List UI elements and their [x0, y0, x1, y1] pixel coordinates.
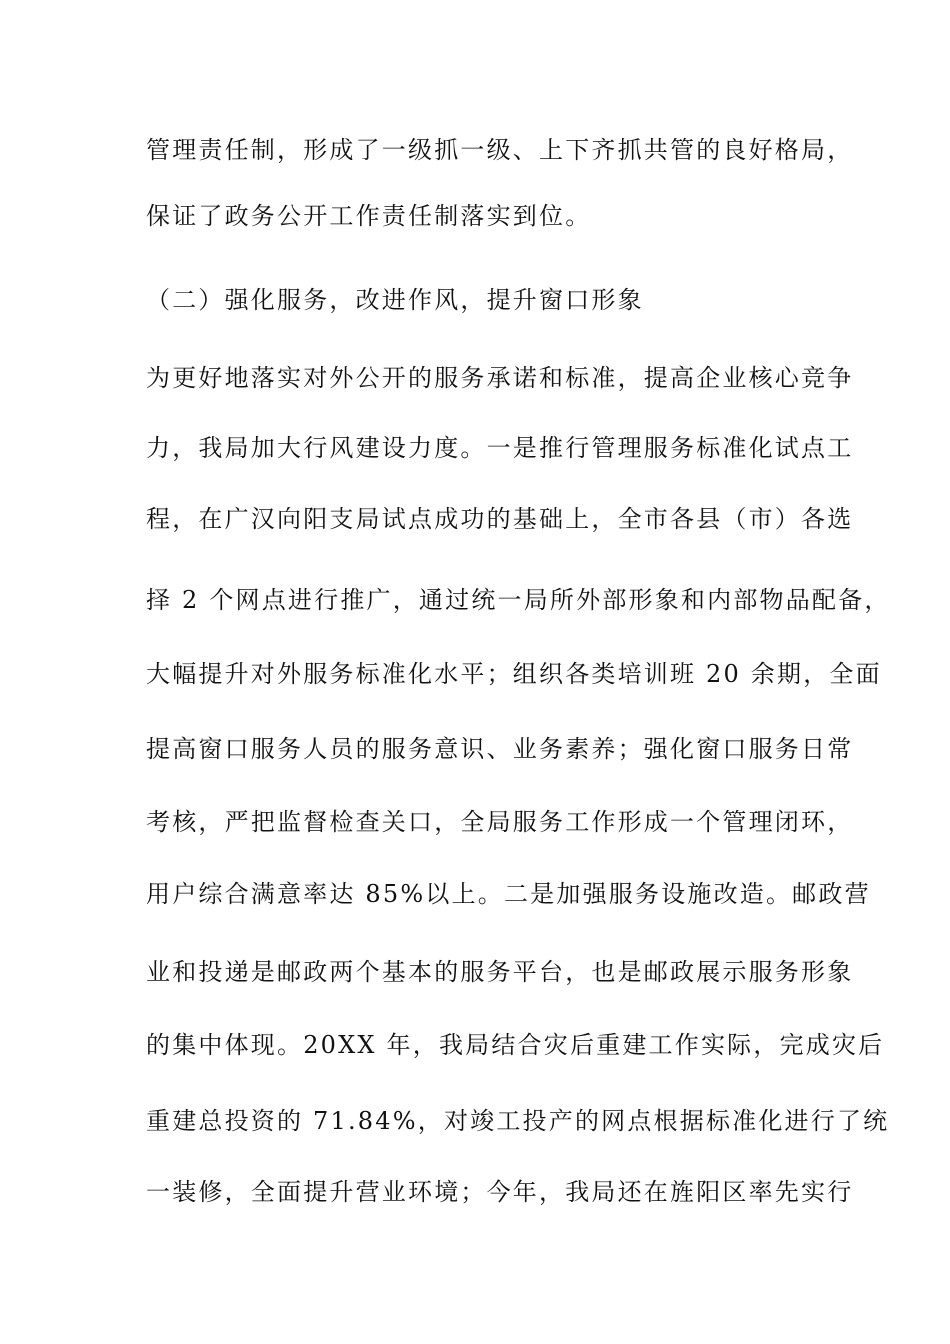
text-line-6: 程，在广汉向阳支局试点成功的基础上，全市各县（市）各选	[146, 505, 854, 533]
section-heading: （二）强化服务，改进作风，提升窗口形象	[146, 286, 644, 314]
text-line-4: 为更好地落实对外公开的服务承诺和标准，提高企业核心竞争	[146, 364, 854, 392]
text-line-12: 业和投递是邮政两个基本的服务平台，也是邮政展示服务形象	[146, 958, 854, 986]
text-line-13: 的集中体现。20XX 年，我局结合灾后重建工作实际，完成灾后	[146, 1031, 885, 1059]
text-line-15: 一装修，全面提升营业环境；今年，我局还在旌阳区率先实行	[146, 1178, 854, 1206]
text-line-11: 用户综合满意率达 85%以上。二是加强服务设施改造。邮政营	[146, 880, 871, 908]
text-line-8: 大幅提升对外服务标准化水平；组织各类培训班 20 余期，全面	[146, 660, 882, 688]
text-line-14: 重建总投资的 71.84%，对竣工投产的网点根据标准化进行了统	[146, 1107, 890, 1135]
text-line-7: 择 2 个网点进行推广，通过统一局所外部形象和内部物品配备，	[146, 586, 891, 614]
text-line-9: 提高窗口服务人员的服务意识、业务素养；强化窗口服务日常	[146, 735, 854, 763]
text-line-2: 保证了政务公开工作责任制落实到位。	[146, 202, 592, 230]
text-line-5: 力，我局加大行风建设力度。一是推行管理服务标准化试点工	[146, 434, 854, 462]
text-line-1: 管理责任制，形成了一级抓一级、上下齐抓共管的良好格局，	[146, 136, 854, 164]
text-line-10: 考核，严把监督检查关口，全局服务工作形成一个管理闭环，	[146, 808, 854, 836]
